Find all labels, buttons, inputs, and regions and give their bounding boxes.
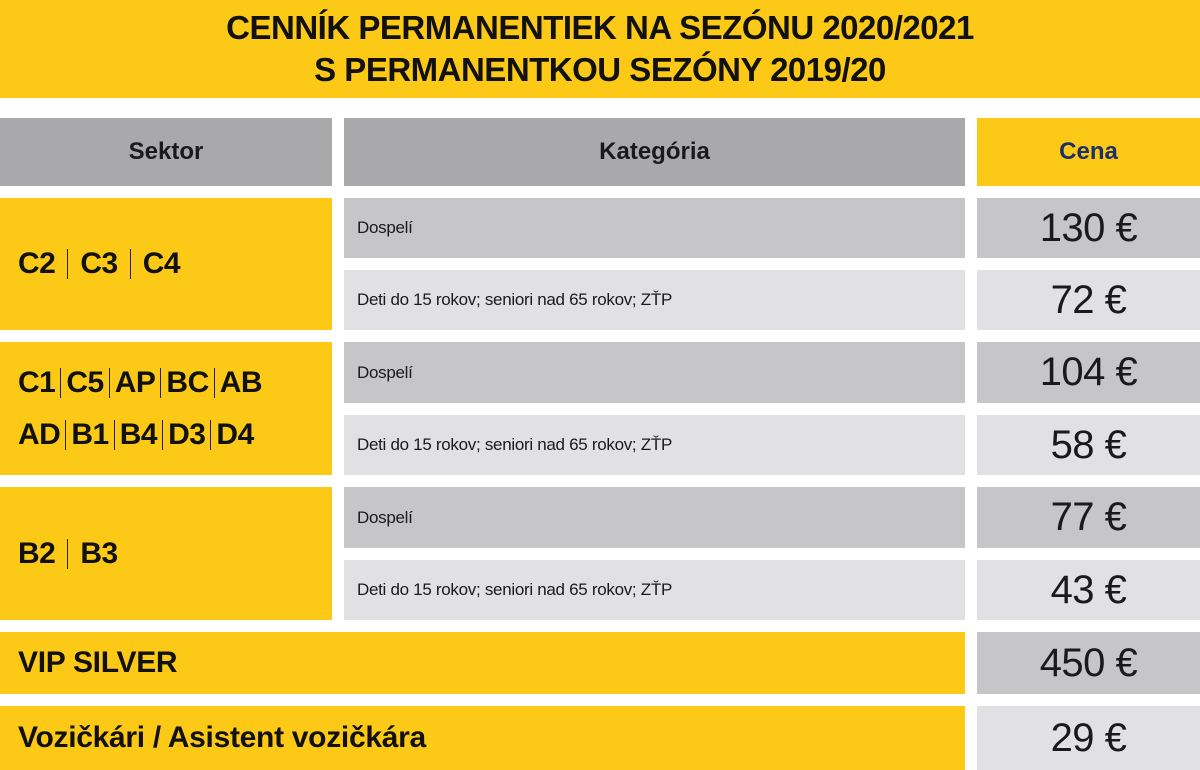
price-cell: 104 € — [977, 342, 1200, 403]
price-cell: 29 € — [977, 706, 1200, 770]
sector-code: AB — [219, 365, 263, 399]
price-cell: 58 € — [977, 415, 1200, 475]
category-cell: Dospelí — [344, 487, 965, 548]
category-cell: Deti do 15 rokov; seniori nad 65 rokov; ZŤP — [344, 415, 965, 475]
sector-code: AP — [114, 365, 156, 399]
sector-line — [18, 528, 332, 580]
vip-silver-label: VIP SILVER — [0, 632, 965, 694]
category-cell: Dospelí — [344, 198, 965, 258]
separator — [65, 420, 66, 450]
price-cell: 130 € — [977, 198, 1200, 258]
sector-line — [18, 357, 332, 409]
title-line-2: S PERMANENTKOU SEZÓNY 2019/20 — [314, 51, 886, 88]
separator — [130, 249, 131, 279]
sector-line — [18, 409, 332, 461]
separator — [60, 368, 61, 398]
header-category: Kategória — [344, 118, 965, 186]
separator — [67, 249, 68, 279]
sector-line — [18, 238, 332, 290]
page-title — [0, 0, 1200, 98]
separator — [109, 368, 110, 398]
header-sector: Sektor — [0, 118, 332, 186]
sector-code: B2 — [18, 536, 56, 570]
sector-code: C3 — [80, 247, 118, 280]
sector-cell-group-3 — [0, 487, 332, 620]
separator — [67, 539, 68, 569]
sector-code: D3 — [168, 417, 206, 451]
separator — [160, 368, 161, 398]
category-cell: Dospelí — [344, 342, 965, 403]
sector-code: C5 — [66, 365, 104, 399]
separator — [114, 420, 115, 450]
price-cell: 72 € — [977, 270, 1200, 330]
wheelchair-label: Vozičkári / Asistent vozičkára — [0, 706, 965, 770]
category-cell: Deti do 15 rokov; seniori nad 65 rokov; ZŤP — [344, 560, 965, 620]
price-cell: 43 € — [977, 560, 1200, 620]
price-cell: 77 € — [977, 487, 1200, 548]
category-cell: Deti do 15 rokov; seniori nad 65 rokov; ZŤP — [344, 270, 965, 330]
sector-code: B3 — [80, 536, 118, 570]
separator — [214, 368, 215, 398]
sector-code: D4 — [216, 417, 254, 451]
title-line-1: CENNÍK PERMANENTIEK NA SEZÓNU 2020/2021 — [226, 9, 974, 46]
sector-cell-group-2 — [0, 342, 332, 475]
sector-code: AD — [18, 417, 61, 451]
sector-code: C1 — [18, 365, 56, 399]
sector-code: B1 — [71, 417, 109, 451]
header-price: Cena — [977, 118, 1200, 186]
sector-code: BC — [166, 365, 209, 399]
sector-code: C4 — [142, 247, 181, 280]
sector-code: B4 — [119, 417, 158, 451]
sector-cell-group-1 — [0, 198, 332, 330]
sector-code: C2 — [18, 247, 56, 280]
separator — [162, 420, 163, 450]
price-cell: 450 € — [977, 632, 1200, 694]
separator — [210, 420, 211, 450]
